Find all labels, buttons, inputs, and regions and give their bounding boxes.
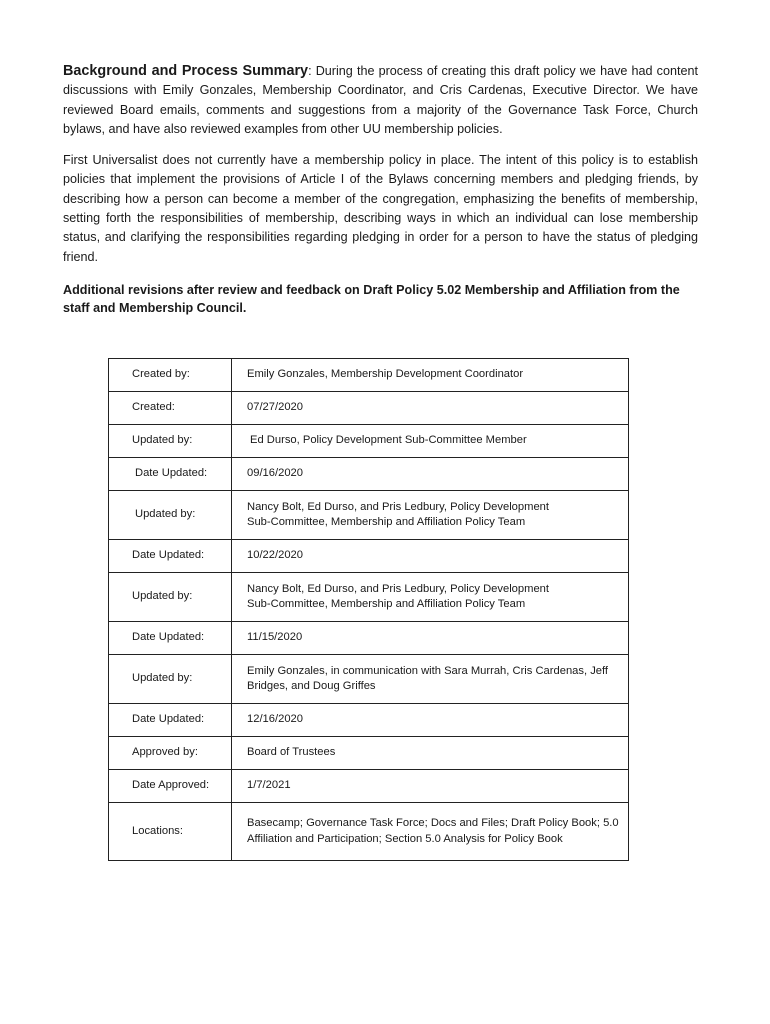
background-summary-heading: Background and Process Summary — [63, 63, 309, 79]
row-value-text: Ed Durso, Policy Development Sub-Committee Member — [250, 434, 527, 447]
table-row — [109, 359, 629, 392]
revision-history-table — [108, 358, 629, 861]
table-row — [109, 770, 629, 803]
row-value-line: Basecamp; Governance Task Force; Docs and Files; Draft Policy Book; 5.0 — [247, 817, 619, 829]
row-label: Created by: — [109, 359, 232, 392]
row-value — [232, 655, 629, 704]
row-label: Updated by: — [109, 573, 232, 622]
row-value — [232, 803, 629, 861]
row-value: Emily Gonzales, Membership Development Coordinator — [232, 359, 629, 392]
row-value-line: Nancy Bolt, Ed Durso, and Pris Ledbury, Policy Development — [247, 582, 549, 595]
row-label: Date Updated: — [109, 622, 232, 655]
table-row — [109, 425, 629, 458]
table-row — [109, 491, 629, 540]
row-value-line: Nancy Bolt, Ed Durso, and Pris Ledbury, Policy Development — [247, 500, 549, 513]
row-value: 12/16/2020 — [232, 704, 629, 737]
document-body — [63, 62, 698, 318]
row-value: 11/15/2020 — [232, 622, 629, 655]
row-value — [232, 573, 629, 622]
row-value: Board of Trustees — [232, 737, 629, 770]
row-value: 10/22/2020 — [232, 540, 629, 573]
row-label: Updated by: — [109, 655, 232, 704]
row-label — [109, 491, 232, 540]
table-row — [109, 803, 629, 861]
table-row — [109, 573, 629, 622]
row-label: Date Approved: — [109, 770, 232, 803]
row-value-line: Sub-Committee, Membership and Affiliation Policy Team — [247, 598, 526, 610]
row-value-line: Affiliation and Participation; Section 5.0 Analysis for Policy Book — [247, 832, 563, 845]
row-label: Locations: — [109, 803, 232, 861]
row-label-text: Updated by: — [135, 508, 196, 521]
row-value: 1/7/2021 — [232, 770, 629, 803]
policy-intent-paragraph: First Universalist does not currently have a membership policy in place. The intent of this policy is to establish policies that implement the provisions of Article I of the Bylaws concerning members and pledging friends, by describing how a person can become a member of the congregation, emphasizing the benefits of membership, setting forth the responsibilities of membership, describing ways in which an individual can lose membership status, and clarifying the responsibilities regarding pledging in order for a person to have the status of pledging friend. — [63, 153, 698, 264]
table-row — [109, 540, 629, 573]
row-value-line: Emily Gonzales, in communication with Sara Murrah, Cris Cardenas, Jeff — [247, 664, 609, 677]
row-value-line: Bridges, and Doug Griffes — [247, 680, 376, 692]
table-row — [109, 704, 629, 737]
table-row — [109, 655, 629, 704]
table-row — [109, 392, 629, 425]
row-value — [232, 491, 629, 540]
background-summary-text: : During the process of creating this draft policy we have had content discussions with Emily Gonzales, Membership Coordinator, and Cris Cardenas, Executive Director. We have reviewed Board emails, comments and suggestions from a majority of the Governance Task Force, Church bylaws, and have also reviewed examples from other UU membership policies. — [63, 64, 698, 136]
row-label: Created: — [109, 392, 232, 425]
table-row — [109, 458, 629, 491]
row-value — [232, 425, 629, 458]
row-value: 07/27/2020 — [232, 392, 629, 425]
row-value: 09/16/2020 — [232, 458, 629, 491]
background-summary-paragraph — [63, 62, 698, 139]
row-label — [109, 458, 232, 491]
row-label: Date Updated: — [109, 540, 232, 573]
row-label: Approved by: — [109, 737, 232, 770]
row-value-line: Sub-Committee, Membership and Affiliation Policy Team — [247, 516, 526, 528]
row-label: Updated by: — [109, 425, 232, 458]
table-row — [109, 622, 629, 655]
revisions-note: Additional revisions after review and feedback on Draft Policy 5.02 Membership and Affiliation from the staff and Membership Council. — [63, 282, 680, 316]
table-row — [109, 737, 629, 770]
row-label-text: Date Updated: — [135, 467, 208, 480]
row-label: Date Updated: — [109, 704, 232, 737]
